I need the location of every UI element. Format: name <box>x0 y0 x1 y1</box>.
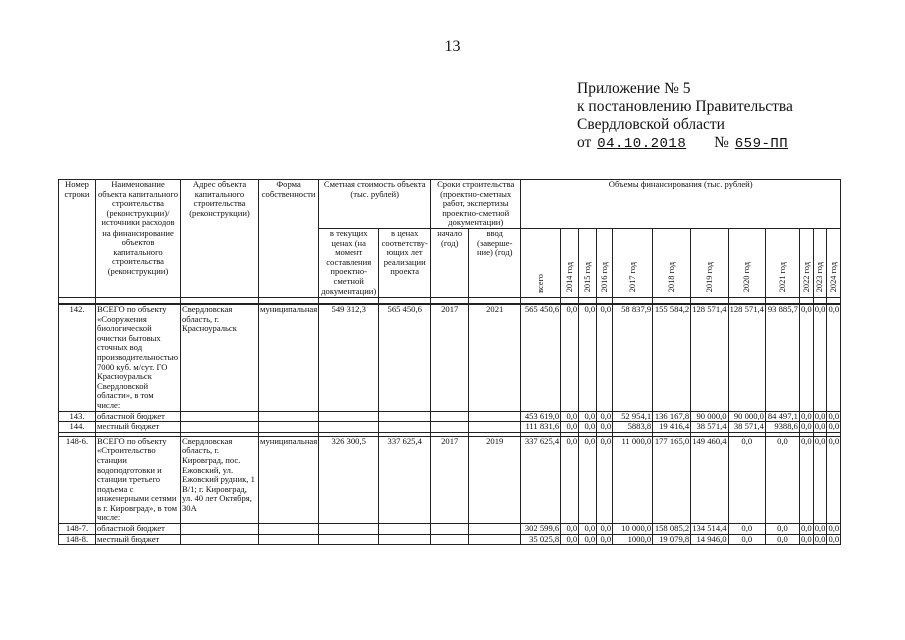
row-number: 143. <box>59 411 96 422</box>
header-year: 2024 год <box>827 229 841 298</box>
year-value: 0,0 <box>579 436 597 523</box>
year-value: 0,0 <box>828 534 840 544</box>
page-number: 13 <box>444 38 461 55</box>
end-year <box>469 524 521 535</box>
object-address: Свердловская область, г. Кировград, пос. Ежовский, ул. Ежовский рудник, 1 В/1; г. Кировград, ул. 40 лет Октября, 30А <box>181 436 259 523</box>
header-row-number: Номер строки <box>59 180 96 298</box>
header-total: всего <box>521 229 561 298</box>
start-year <box>431 534 469 545</box>
date-prefix: от <box>577 134 592 151</box>
year-value: 52 954,1 <box>613 411 653 422</box>
year-value: 128 571,4 <box>691 304 728 411</box>
table-row <box>59 422 841 433</box>
start-year: 2017 <box>431 304 469 411</box>
year-value: 1000,0 <box>613 534 653 545</box>
year-value: 58 837,9 <box>613 304 653 411</box>
year-value: 149 460,4 <box>691 436 728 523</box>
year-value: 0,0 <box>597 411 613 422</box>
header-object-name: Наименование объекта капитального строительства (реконструкции)/ источники расходов <box>96 180 181 229</box>
year-value: 0,0 <box>765 524 799 535</box>
header-ownership: Форма собственности <box>259 180 319 298</box>
start-year: 2017 <box>431 436 469 523</box>
year-value: 0,0 <box>579 534 597 545</box>
year-value: 19 416,4 <box>653 422 691 433</box>
year-value: 0,0 <box>597 304 613 411</box>
total-value: 337 625,4 <box>521 436 561 523</box>
year-value: 10 000,0 <box>613 524 653 535</box>
cost-current <box>319 524 379 535</box>
year-value: 0,0 <box>561 422 579 433</box>
object-name: областной бюджет <box>96 524 181 535</box>
year-value: 84 497,1 <box>765 411 799 422</box>
year-value: 0,0 <box>597 534 613 545</box>
cost-current <box>319 534 379 545</box>
financing-table <box>58 179 841 545</box>
ownership: муниципальная <box>259 304 319 411</box>
header-cost-forecast: в ценах соответству-ющих лет реализации проекта <box>379 229 431 298</box>
year-value: 136 167,8 <box>653 411 691 422</box>
total-value: 453 619,0 <box>521 411 561 422</box>
resolution-date: 04.10.2018 <box>597 136 687 152</box>
header-end-year: ввод (заверше-ние) (год) <box>469 229 521 298</box>
header-year: 2015 год <box>579 229 597 298</box>
total-value: 302 599,6 <box>521 524 561 535</box>
year-value: 0,0 <box>579 411 597 422</box>
year-value: 0,0 <box>579 304 597 411</box>
object-address <box>181 524 259 535</box>
appendix-block <box>577 80 897 153</box>
start-year <box>431 524 469 535</box>
cost-forecast <box>379 524 431 535</box>
total-value: 35 025,8 <box>521 534 561 545</box>
header-year: 2016 год <box>597 229 613 298</box>
cost-current <box>319 422 379 433</box>
header-terms: Сроки строительства (проектно-сметных работ, экспертизы проектно-сметной документации) <box>431 180 521 229</box>
table-row <box>59 534 841 545</box>
header-cost-current: в текущих ценах (на момент составления проектно-сметной документации) <box>319 229 379 298</box>
total-value: 111 831,6 <box>521 422 561 433</box>
number-prefix: № <box>714 134 729 151</box>
year-value: 14 946,0 <box>691 534 728 545</box>
year-value: 0,0 <box>814 421 826 432</box>
year-value: 90 000,0 <box>728 411 765 422</box>
table-row <box>59 524 841 535</box>
year-value: 0,0 <box>765 436 799 523</box>
header-year: 2020 год <box>728 229 765 298</box>
header-year: 2018 год <box>653 229 691 298</box>
year-value: 0,0 <box>579 524 597 535</box>
year-value: 0,0 <box>799 304 813 411</box>
year-value: 0,0 <box>827 304 841 411</box>
year-value: 0,0 <box>728 534 765 545</box>
start-year <box>431 422 469 433</box>
appendix-line: к постановлению Правительства <box>577 98 793 115</box>
row-number: 148-8. <box>59 534 96 545</box>
header-year: 2023 год <box>813 229 827 298</box>
year-value: 0,0 <box>728 436 765 523</box>
ownership <box>259 422 319 433</box>
row-number: 142. <box>59 304 96 411</box>
row-number: 144. <box>59 422 96 433</box>
cost-forecast <box>379 534 431 545</box>
header-start-year: начало (год) <box>431 229 469 298</box>
table-row <box>59 411 841 422</box>
resolution-number: 659-ПП <box>734 136 789 152</box>
total-value: 565 450,6 <box>521 304 561 411</box>
year-value: 0,0 <box>561 534 579 545</box>
object-name: местный бюджет <box>96 422 181 433</box>
object-address <box>181 411 259 422</box>
appendix-title: Приложение № 5 <box>577 80 691 97</box>
ownership <box>259 534 319 545</box>
end-year <box>469 411 521 422</box>
year-value: 0,0 <box>579 422 597 433</box>
year-value: 0,0 <box>800 534 812 544</box>
year-value: 0,0 <box>728 524 765 535</box>
object-address <box>181 534 259 545</box>
year-value: 177 165,0 <box>653 436 691 523</box>
year-value: 0,0 <box>561 436 579 523</box>
year-value: 155 584,2 <box>653 304 691 411</box>
year-value: 0,0 <box>814 523 826 534</box>
end-year: 2021 <box>469 304 521 411</box>
year-value: 90 000,0 <box>691 411 728 422</box>
header-year: 2019 год <box>691 229 728 298</box>
object-name: ВСЕГО по объекту «Строительство станции водоподготовки и станции третьего подъема с инженерными сетями в г. Кировград», в том числе: <box>96 436 181 523</box>
year-value: 0,0 <box>814 411 826 421</box>
cost-forecast <box>379 411 431 422</box>
end-year: 2019 <box>469 436 521 523</box>
year-value: 128 571,4 <box>728 304 765 411</box>
year-value: 0,0 <box>597 436 613 523</box>
header-volumes: Объемы финансирования (тыс. рублей) <box>521 180 841 229</box>
year-value: 0,0 <box>799 436 813 523</box>
year-value: 0,0 <box>800 523 812 534</box>
year-value: 38 571,4 <box>691 422 728 433</box>
cost-forecast <box>379 422 431 433</box>
year-value: 0,0 <box>813 436 827 523</box>
year-value: 0,0 <box>814 534 826 544</box>
header-object-name-cont: на финансирование объектов капитального строительства (реконструкции) <box>96 229 181 298</box>
year-value: 0,0 <box>765 534 799 545</box>
cost-current: 326 300,5 <box>319 436 379 523</box>
year-value: 5883,8 <box>613 422 653 433</box>
object-address <box>181 422 259 433</box>
start-year <box>431 411 469 422</box>
ownership: муниципальная <box>259 436 319 523</box>
ownership <box>259 524 319 535</box>
year-value: 0,0 <box>561 524 579 535</box>
cost-forecast: 565 450,6 <box>379 304 431 411</box>
header-cost: Сметная стоимость объекта (тыс. рублей) <box>319 180 431 229</box>
end-year <box>469 534 521 545</box>
table-header-row <box>59 229 841 298</box>
end-year <box>469 422 521 433</box>
object-name: ВСЕГО по объекту «Сооружения биологической очистки бытовых сточных вод производительностью 7000 куб. м/сут. ГО Красноуральск Свердловской области», в том числе: <box>96 304 181 411</box>
header-address: Адрес объекта капитального строительства (реконструкции) <box>181 180 259 298</box>
year-value: 93 885,7 <box>765 304 799 411</box>
year-value: 158 085,2 <box>653 524 691 535</box>
ownership <box>259 411 319 422</box>
row-number: 148-7. <box>59 524 96 535</box>
year-value: 0,0 <box>597 422 613 433</box>
year-value: 9388,6 <box>765 422 799 433</box>
year-value: 0,0 <box>561 304 579 411</box>
year-value: 0,0 <box>828 523 840 534</box>
year-value: 0,0 <box>800 421 812 432</box>
object-name: местный бюджет <box>96 534 181 545</box>
cost-current <box>319 411 379 422</box>
cost-forecast: 337 625,4 <box>379 436 431 523</box>
object-name: областной бюджет <box>96 411 181 422</box>
header-year: 2021 год <box>765 229 799 298</box>
year-value: 38 571,4 <box>728 422 765 433</box>
header-year: 2014 год <box>561 229 579 298</box>
header-year: 2022 год <box>799 229 813 298</box>
appendix-line: Свердловской области <box>577 116 725 133</box>
year-value: 0,0 <box>828 421 840 432</box>
year-value: 19 079,8 <box>653 534 691 545</box>
cost-current: 549 312,3 <box>319 304 379 411</box>
table-row <box>59 436 841 523</box>
year-value: 0,0 <box>828 411 840 421</box>
year-value: 11 000,0 <box>613 436 653 523</box>
table-header-row <box>59 180 841 229</box>
year-value: 0,0 <box>597 524 613 535</box>
year-value: 0,0 <box>561 411 579 422</box>
header-year: 2017 год <box>613 229 653 298</box>
row-number: 148-6. <box>59 436 96 523</box>
object-address: Свердловская область, г. Красноуральск <box>181 304 259 411</box>
year-value: 0,0 <box>813 304 827 411</box>
year-value: 0,0 <box>827 436 841 523</box>
year-value: 134 514,4 <box>692 523 727 534</box>
table-row <box>59 304 841 411</box>
appendix-date-line <box>577 134 897 153</box>
year-value: 0,0 <box>800 411 812 421</box>
